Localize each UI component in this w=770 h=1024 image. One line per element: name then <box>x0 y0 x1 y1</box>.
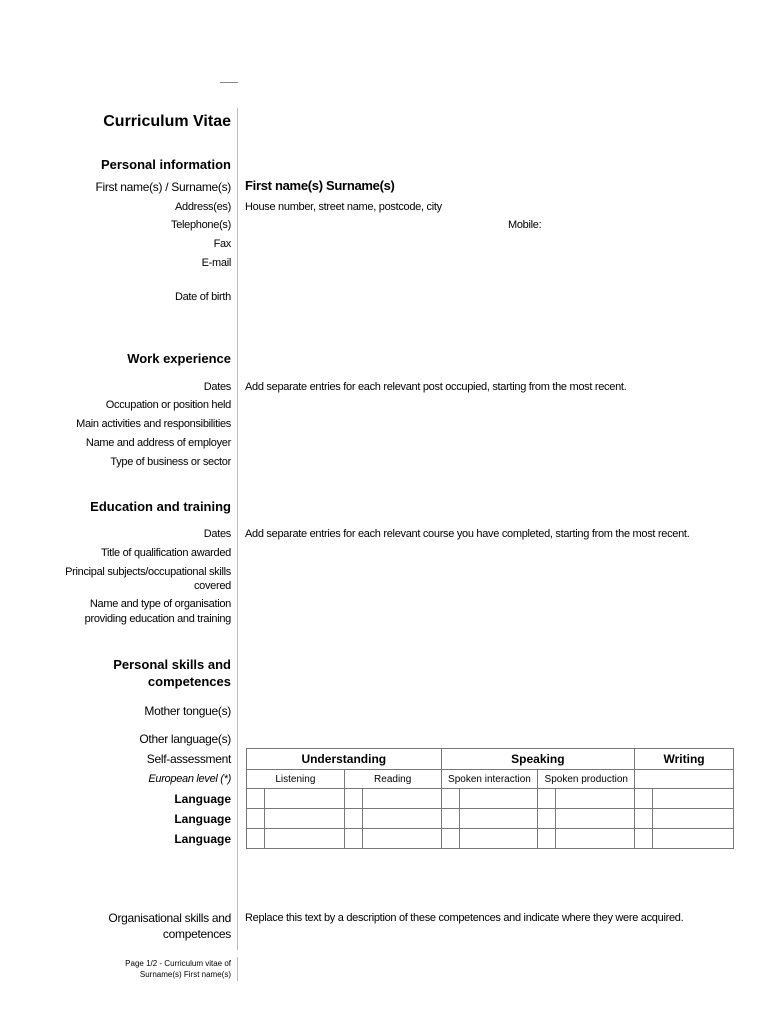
language-label-3: Language <box>174 832 231 846</box>
table-row <box>247 789 734 809</box>
org-skills-label-2: competences <box>162 927 231 941</box>
education-heading: Education and training <box>90 499 231 514</box>
language-table <box>246 748 734 849</box>
top-rule <box>220 82 238 83</box>
org-label-2: providing education and training <box>84 613 231 625</box>
qualification-label: Title of qualification awarded <box>100 547 231 559</box>
subjects-label-2: covered <box>193 580 231 592</box>
writing-subheader <box>635 770 734 789</box>
org-skills-value: Replace this text by a description of these competences and indicate where they were acquired. <box>245 912 684 924</box>
understanding-header: Understanding <box>247 749 442 770</box>
personal-info-heading: Personal information <box>100 157 231 172</box>
org-skills-label-1: Organisational skills and <box>108 911 231 925</box>
spoken-production-header: Spoken production <box>538 770 635 789</box>
address-label: Address(es) <box>175 201 231 213</box>
self-assessment-label: Self-assessment <box>146 752 231 766</box>
business-label: Type of business or sector <box>110 456 231 468</box>
employer-label: Name and address of employer <box>85 437 231 449</box>
skills-heading-2: competences <box>147 674 231 689</box>
name-value: First name(s) Surname(s) <box>245 178 395 193</box>
language-label-1: Language <box>174 792 231 806</box>
dob-label: Date of birth <box>174 291 231 303</box>
edu-dates-value: Add separate entries for each relevant course you have completed, starting from the most recent. <box>245 528 690 540</box>
speaking-header: Speaking <box>441 749 635 770</box>
footer-divider <box>237 957 238 981</box>
table-row <box>247 809 734 829</box>
language-label-2: Language <box>174 812 231 826</box>
european-level-label: European level (*) <box>148 773 231 785</box>
spoken-interaction-header: Spoken interaction <box>441 770 538 789</box>
reading-header: Reading <box>344 770 441 789</box>
subjects-label-1: Principal subjects/occupational skills <box>65 566 231 578</box>
fax-label: Fax <box>213 238 231 250</box>
listening-header: Listening <box>247 770 345 789</box>
work-heading: Work experience <box>127 351 231 366</box>
table-row <box>247 829 734 849</box>
footer-line-1: Page 1/2 - Curriculum vitae of <box>125 959 231 968</box>
writing-header: Writing <box>635 749 734 770</box>
occupation-label: Occupation or position held <box>105 399 231 411</box>
work-dates-value: Add separate entries for each relevant post occupied, starting from the most recent. <box>245 381 627 393</box>
org-label-1: Name and type of organisation <box>89 598 231 610</box>
other-language-label: Other language(s) <box>139 732 231 746</box>
document-title: Curriculum Vitae <box>103 113 231 130</box>
mother-tongue-label: Mother tongue(s) <box>144 704 231 718</box>
address-value: House number, street name, postcode, city <box>245 201 442 213</box>
column-divider <box>237 108 238 950</box>
edu-dates-label: Dates <box>203 528 231 540</box>
name-label: First name(s) / Surname(s) <box>95 180 231 194</box>
mobile-label: Mobile: <box>508 219 542 231</box>
footer-line-2: Surname(s) First name(s) <box>139 970 231 979</box>
skills-heading-1: Personal skills and <box>113 657 231 672</box>
activities-label: Main activities and responsibilities <box>76 418 231 430</box>
email-label: E-mail <box>201 257 231 269</box>
work-dates-label: Dates <box>203 381 231 393</box>
telephone-label: Telephone(s) <box>171 219 231 231</box>
